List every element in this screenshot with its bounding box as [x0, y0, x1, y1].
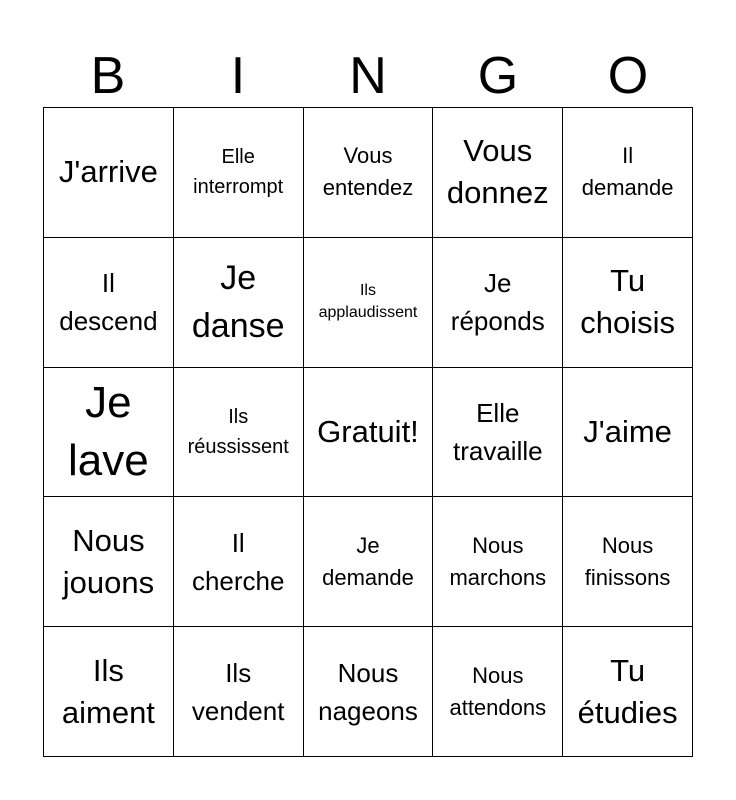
cell-text: Vous donnez: [446, 133, 549, 211]
header-letter-b: B: [90, 47, 126, 105]
cell-text: Tu étudies: [577, 652, 678, 730]
free-space-text: Gratuit!: [317, 413, 419, 449]
cell-text: Nous marchons: [449, 532, 547, 590]
cell-text: Ils aiment: [61, 652, 155, 730]
bingo-cell[interactable]: [44, 238, 174, 368]
bingo-cell[interactable]: [433, 368, 563, 498]
bingo-cell[interactable]: [304, 238, 434, 368]
cell-text: Je réponds: [450, 268, 545, 337]
cell-text: J'aime: [583, 413, 672, 449]
bingo-cell[interactable]: [174, 368, 304, 498]
bingo-cell[interactable]: [304, 108, 434, 238]
bingo-cell[interactable]: [304, 627, 434, 757]
bingo-cell[interactable]: [433, 627, 563, 757]
header-letter-o: O: [607, 47, 649, 105]
cell-text: J'arrive: [58, 154, 158, 190]
bingo-cell[interactable]: [174, 238, 304, 368]
cell-text: Elle travaille: [452, 397, 543, 466]
bingo-cell[interactable]: [433, 238, 563, 368]
header-letter-n: N: [349, 47, 387, 105]
cell-text: Elle interrompt: [193, 146, 284, 199]
cell-text: Je danse: [191, 259, 285, 346]
bingo-cell[interactable]: [563, 108, 693, 238]
bingo-cell[interactable]: [563, 627, 693, 757]
bingo-cell[interactable]: [563, 238, 693, 368]
bingo-cell[interactable]: [433, 497, 563, 627]
free-space-cell[interactable]: [304, 368, 434, 498]
cell-text: Nous nageons: [318, 657, 418, 726]
bingo-cell[interactable]: [174, 497, 304, 627]
bingo-cell[interactable]: [44, 627, 174, 757]
bingo-cell[interactable]: [433, 108, 563, 238]
bingo-cell[interactable]: [174, 108, 304, 238]
bingo-cell[interactable]: [174, 627, 304, 757]
bingo-cell[interactable]: [563, 497, 693, 627]
bingo-grid: [43, 107, 693, 757]
bingo-cell[interactable]: [304, 497, 434, 627]
cell-text: Il descend: [59, 268, 158, 337]
cell-text: Je lave: [68, 377, 149, 485]
cell-text: Nous jouons: [62, 522, 155, 600]
bingo-cell[interactable]: [44, 108, 174, 238]
cell-text: Il demande: [581, 143, 674, 201]
bingo-cell[interactable]: [44, 497, 174, 627]
cell-text: Il cherche: [191, 527, 285, 596]
bingo-header: [43, 44, 693, 108]
bingo-cell[interactable]: [44, 368, 174, 498]
bingo-cell[interactable]: [563, 368, 693, 498]
cell-text: Nous attendons: [449, 662, 547, 720]
cell-text: Je demande: [322, 532, 414, 590]
cell-text: Ils vendent: [191, 657, 285, 726]
cell-text: Tu choisis: [580, 263, 675, 341]
cell-text: Ils applaudissent: [318, 282, 418, 322]
header-letter-g: G: [477, 47, 519, 105]
cell-text: Ils réussissent: [187, 405, 289, 458]
header-letter-i: I: [230, 47, 246, 105]
cell-text: Vous entendez: [322, 143, 414, 201]
cell-text: Nous finissons: [584, 532, 671, 590]
